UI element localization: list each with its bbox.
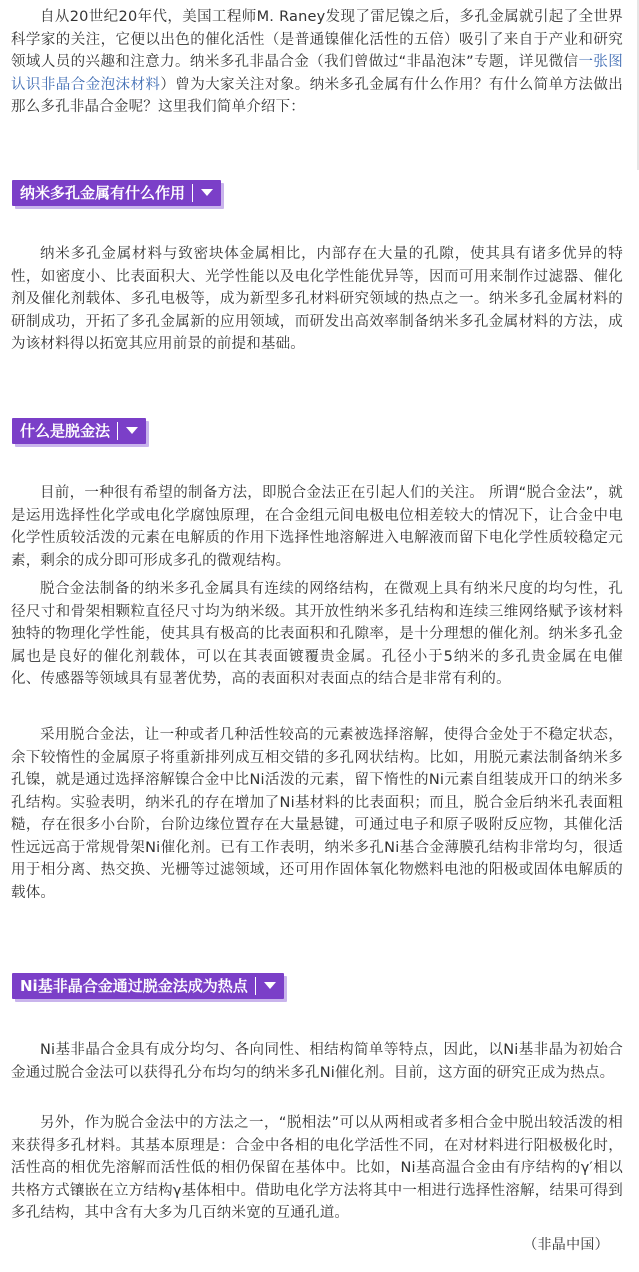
section-heading-dealloying[interactable]	[12, 418, 146, 444]
chevron-down-icon[interactable]	[118, 418, 146, 444]
intro-text-after: ）曾为大家关注对象。纳米多孔金属有什么作用？有什么简单方法做出那么多孔非晶合金呢？这里我们简单介绍下：	[11, 76, 623, 115]
section-3-paragraph-1: Ni基非晶合金具有成分均匀、各向同性、相结构简单等特点，因此，以Ni基非晶为初始合金通过脱合金法可以获得孔分布均匀的纳米多孔Ni催化剂。目前，这方面的研究正成为热点。	[11, 1042, 623, 1081]
section-heading-ni-amorphous[interactable]	[12, 973, 284, 999]
intro-text-before: 自从20世纪20年代，美国工程师M. Raney发现了雷尼镍之后，多孔金属就引起了全世界科学家的关注，它便以出色的催化活性（是普通镍催化活性的五倍）吸引了来自于产业和研究领域人员的兴趣和注意力。纳米多孔非晶合金（我们曾做过“非晶泡沫”专题，详见微信	[11, 9, 623, 70]
article-link[interactable]: 一张图认识非晶合金泡沫材料	[11, 54, 623, 93]
section-1-paragraph-1: 纳米多孔金属材料与致密块体金属相比，内部存在大量的孔隙，使其具有诸多优异的特性，如密度小、比表面积大、光学性能以及电化学性能优异等，因而可用来制作过滤器、催化剂及催化剂载体、多孔电极等，成为新型多孔材料研究领域的热点之一。纳米多孔金属材料的研制成功，开拓了多孔金属新的应用领域，而研发出高效率制备纳米多孔金属材料的方法，成为该材料得以拓宽其应用前景的前提和基础。	[11, 246, 623, 352]
intro-paragraph	[11, 6, 623, 119]
section-2-paragraph-3: 采用脱合金法，让一种或者几种活性较高的元素被选择溶解，使得合金处于不稳定状态，余下较惰性的金属原子将重新排列成互相交错的多孔网状结构。比如，用脱元素法制备纳米多孔镍，就是通过选择溶解镍合金中比Ni活泼的元素，留下惰性的Ni元素自组装成开口的纳米多孔结构。实验表明，纳米孔的存在增加了Ni基材料的比表面积；而且，脱合金后纳米孔表面粗糙，存在很多小台阶，台阶边缘位置存在大量悬键，可通过电子和原子吸附反应物，其催化活性远远高于常规骨架Ni催化剂。已有工作表明，纳米多孔Ni基合金薄膜孔结构非常均匀，很适用于相分离、热交换、光栅等过滤领域，还可用作固体氧化物燃料电池的阳极或固体电解质的载体。	[11, 727, 623, 901]
section-heading-label: 什么是脱金法	[20, 422, 111, 440]
chevron-down-icon[interactable]	[193, 180, 221, 206]
section-heading-nanoporous-uses[interactable]	[12, 180, 221, 206]
section-2-paragraph-2: 脱合金法制备的纳米多孔金属具有连续的网络结构，在微观上具有纳米尺度的均匀性，孔径尺寸和骨架相颗粒直径尺寸均为纳米级。其开放性纳米多孔结构和连续三维网络赋予该材料独特的物理化学性能，使其具有极高的比表面积和孔隙率，是十分理想的催化剂。纳米多孔金属也是良好的催化剂载体，可以在其表面镀覆贵金属。孔径小于5纳米的多孔贵金属在电催化、传感器等领域具有显著优势，高的表面积对表面点的结合是非常有利的。	[11, 581, 623, 687]
section-heading-label: Ni基非晶合金通过脱金法成为热点	[20, 977, 248, 995]
source-attribution: （非晶中国）	[523, 1237, 609, 1253]
chevron-down-icon[interactable]	[256, 973, 284, 999]
section-heading-label: 纳米多孔金属有什么作用	[20, 184, 186, 202]
section-3-paragraph-2: 另外，作为脱合金法中的方法之一，“脱相法”可以从两相或者多相合金中脱出较活泼的相来获得多孔材料。其基本原理是：合金中各相的电化学活性不同，在对材料进行阳极极化时，活性高的相优先溶解而活性低的相仍保留在基体中。比如，Ni基高温合金由有序结构的γ′相以共格方式镶嵌在立方结构γ基体相中。借助电化学方法将其中一相进行选择性溶解，结果可得到多孔结构，其中含有大多为几百纳米宽的互通孔道。	[11, 1115, 623, 1221]
section-2-paragraph-1: 目前，一种很有希望的制备方法，即脱合金法正在引起人们的关注。 所谓“脱合金法”，就是运用选择性化学或电化学腐蚀原理，在合金组元间电极电位相差较大的情况下，让合金中电化学性质较活泼的元素在电解质的作用下选择性地溶解进入电解液而留下电化学性质较稳定元素，剩余的成分即可形成多孔的微观结构。	[11, 485, 623, 569]
